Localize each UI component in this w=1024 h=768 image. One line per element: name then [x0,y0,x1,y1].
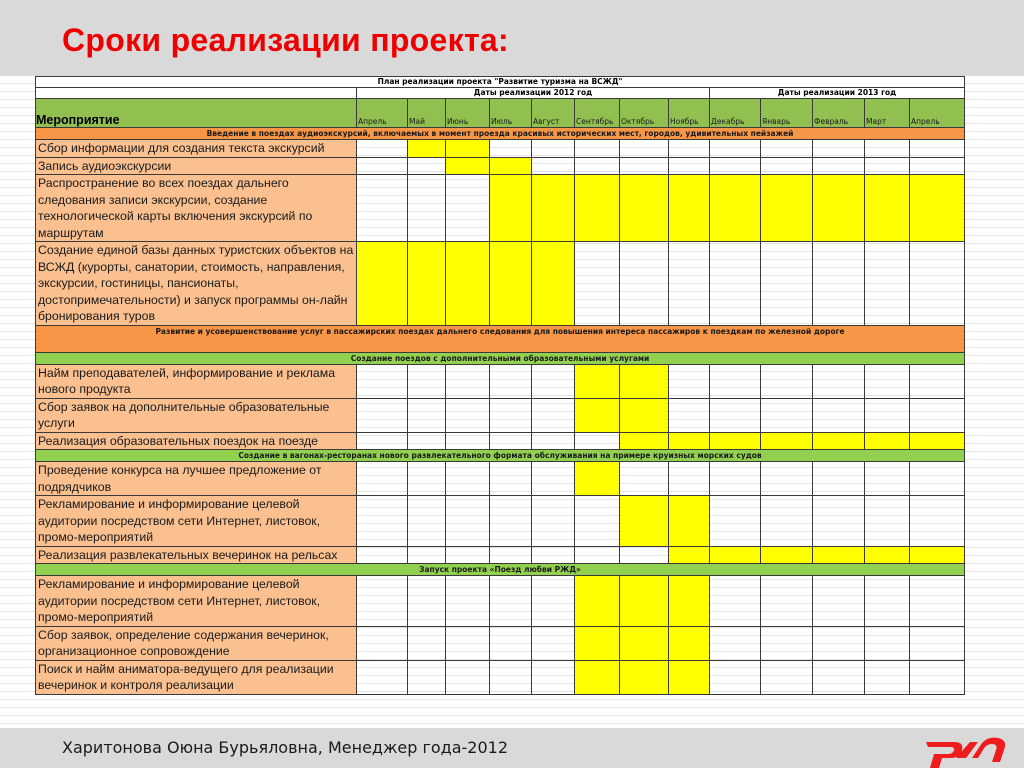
section-title: Запуск проекта «Поезд любви РЖД» [36,564,965,576]
author-caption: Харитонова Оюна Бурьяловна, Менеджер года-2012 [62,738,509,757]
schedule-cell-active [620,496,669,547]
schedule-cell [575,242,620,326]
schedule-cell-active [865,175,910,242]
section-header-green [36,564,965,576]
task-row [36,140,965,158]
task-row [36,175,965,242]
task-label: Реализация развлекательных вечеринок на рельсах [36,546,357,564]
schedule-cell-active [669,576,710,627]
schedule-cell [710,140,761,158]
task-row [36,546,965,564]
year-2013-header: Даты реализации 2013 год [710,88,965,99]
schedule-cell [865,364,910,398]
schedule-cell [357,175,408,242]
schedule-cell [532,496,575,547]
schedule-cell-active [620,660,669,694]
schedule-cell [446,462,490,496]
schedule-cell [490,462,532,496]
schedule-cell [865,398,910,432]
task-label: Рекламирование и информирование целевой аудитории посредством сети Интернет, листовок, промо-мероприятий [36,496,357,547]
schedule-cell [408,175,446,242]
schedule-cell [813,157,865,175]
month-header: Апрель [910,99,965,128]
schedule-cell-active [669,546,710,564]
schedule-cell [490,398,532,432]
schedule-cell [910,626,965,660]
month-header: Февраль [813,99,865,128]
schedule-cell [575,546,620,564]
schedule-cell [865,157,910,175]
month-header: Сентябрь [575,99,620,128]
schedule-cell [761,157,813,175]
schedule-cell [669,462,710,496]
schedule-cell [446,576,490,627]
schedule-cell-active [532,175,575,242]
schedule-cell [446,546,490,564]
schedule-cell-active [761,175,813,242]
schedule-cell [532,398,575,432]
task-label: Сбор заявок, определение содержания вечеринок, организационное сопровождение [36,626,357,660]
schedule-cell [575,432,620,450]
schedule-cell [408,546,446,564]
schedule-cell [446,175,490,242]
schedule-cell [490,546,532,564]
schedule-cell [761,626,813,660]
section-title: Создание поездов с дополнительными образовательными услугами [36,352,965,364]
schedule-cell [446,496,490,547]
schedule-cell [490,432,532,450]
schedule-cell-active [669,496,710,547]
schedule-cell-active [865,546,910,564]
schedule-cell [865,576,910,627]
schedule-cell-active [357,242,408,326]
rzd-logo-r [926,742,962,768]
schedule-cell [910,140,965,158]
schedule-cell-active [761,546,813,564]
schedule-cell [532,576,575,627]
schedule-cell [710,398,761,432]
schedule-cell [408,398,446,432]
schedule-cell [761,576,813,627]
schedule-cell [357,626,408,660]
schedule-cell [532,546,575,564]
schedule-cell [357,660,408,694]
schedule-cell [865,462,910,496]
schedule-cell [813,140,865,158]
slide-title: Сроки реализации проекта: [62,22,509,58]
month-header: Июль [490,99,532,128]
schedule-cell [357,432,408,450]
schedule-cell-active [446,157,490,175]
schedule-cell [408,626,446,660]
schedule-cell-active [620,398,669,432]
task-label: Найм преподавателей, информирование и реклама нового продукта [36,364,357,398]
task-label: Проведение конкурса на лучшее предложение от подрядчиков [36,462,357,496]
year-2012-header: Даты реализации 2012 год [357,88,710,99]
schedule-cell [357,140,408,158]
schedule-cell-active [813,432,865,450]
schedule-cell [910,242,965,326]
schedule-cell [620,140,669,158]
years-row-spacer [36,88,357,99]
task-label: Создание единой базы данных туристских объектов на ВСЖД (курорты, санатории, стоимость, направления, экскурсии, гостиницы, пансионаты, достопримечательности) и запуск программы он-лайн бронирования туров [36,242,357,326]
section-title: Введение в поездах аудиоэкскурсий, включаемых в момент проезда красивых исторических мест, городов, удивительных пейзажей [36,128,965,140]
task-label: Сбор заявок на дополнительные образовательные услуги [36,398,357,432]
schedule-cell-active [865,432,910,450]
schedule-cell [865,140,910,158]
activity-column-header: Мероприятие [36,99,357,128]
section-header-orange [36,325,965,352]
schedule-cell-active [575,660,620,694]
schedule-cell [490,660,532,694]
schedule-cell [408,157,446,175]
schedule-cell [761,496,813,547]
plan-title: План реализации проекта "Развитие туризма на ВСЖД" [36,77,965,88]
schedule-cell-active [620,175,669,242]
schedule-cell [710,157,761,175]
schedule-cell-active [446,140,490,158]
schedule-cell [865,242,910,326]
schedule-cell [357,157,408,175]
month-header: Октябрь [620,99,669,128]
task-row [36,576,965,627]
schedule-cell [575,157,620,175]
schedule-cell [532,364,575,398]
schedule-cell [408,496,446,547]
schedule-cell-active [669,626,710,660]
project-plan-table [35,76,965,695]
month-header: Июнь [446,99,490,128]
schedule-cell [710,496,761,547]
schedule-cell-active [575,175,620,242]
schedule-cell [710,364,761,398]
schedule-cell-active [710,546,761,564]
schedule-cell [446,432,490,450]
schedule-cell [910,157,965,175]
schedule-cell [761,462,813,496]
schedule-cell [761,398,813,432]
month-header: Май [408,99,446,128]
task-label: Рекламирование и информирование целевой аудитории посредством сети Интернет, листовок, промо-мероприятий [36,576,357,627]
schedule-cell [813,660,865,694]
schedule-cell-active [620,364,669,398]
schedule-cell [620,546,669,564]
month-header: Апрель [357,99,408,128]
schedule-cell [446,660,490,694]
schedule-cell-active [910,175,965,242]
schedule-cell-active [710,175,761,242]
schedule-cell [357,576,408,627]
schedule-cell-active [620,576,669,627]
schedule-cell-active [813,546,865,564]
schedule-cell [490,364,532,398]
schedule-cell [761,140,813,158]
schedule-cell [532,432,575,450]
schedule-cell [357,462,408,496]
schedule-cell [910,660,965,694]
schedule-cell [669,242,710,326]
section-title: Создание в вагонах-ресторанах нового развлекательного формата обслуживания на примере круизных морских судов [36,450,965,462]
schedule-cell [620,462,669,496]
section-header-green [36,352,965,364]
years-row [36,88,965,99]
schedule-cell [490,496,532,547]
schedule-cell [620,242,669,326]
task-label: Распространение во всех поездах дальнего следования записи экскурсии, создание технологической карты включения экскурсий по маршрутам [36,175,357,242]
schedule-cell [669,157,710,175]
schedule-cell [575,496,620,547]
months-row [36,99,965,128]
spreadsheet-area [0,76,1024,728]
month-header: Ноябрь [669,99,710,128]
schedule-cell [761,364,813,398]
schedule-cell-active [575,462,620,496]
schedule-cell [813,364,865,398]
schedule-cell [910,398,965,432]
plan-title-row [36,77,965,88]
schedule-cell [532,140,575,158]
schedule-cell [813,496,865,547]
schedule-cell-active [669,175,710,242]
schedule-cell-active [910,432,965,450]
schedule-cell-active [408,242,446,326]
schedule-cell-active [761,432,813,450]
month-header: Январь [761,99,813,128]
task-row [36,462,965,496]
schedule-cell [910,496,965,547]
schedule-cell-active [669,660,710,694]
schedule-cell [532,660,575,694]
task-label: Поиск и найм аниматора-ведущего для реализации вечеринок и контроля реализации [36,660,357,694]
schedule-cell [865,496,910,547]
schedule-cell [408,432,446,450]
schedule-cell [532,157,575,175]
schedule-cell-active [575,576,620,627]
schedule-cell [865,626,910,660]
task-row [36,242,965,326]
task-row [36,626,965,660]
task-row [36,660,965,694]
task-row [36,496,965,547]
schedule-cell [446,626,490,660]
schedule-cell-active [490,157,532,175]
schedule-cell [669,364,710,398]
schedule-cell [490,140,532,158]
schedule-cell [710,626,761,660]
schedule-cell [446,398,490,432]
schedule-cell-active [490,175,532,242]
schedule-cell [813,576,865,627]
schedule-cell [710,462,761,496]
schedule-cell [490,576,532,627]
section-header-green [36,450,965,462]
schedule-cell-active [408,140,446,158]
schedule-cell [910,462,965,496]
task-label: Запись аудиоэкскурсии [36,157,357,175]
rzd-logo-d [972,738,1005,762]
schedule-cell [357,398,408,432]
schedule-cell [357,496,408,547]
schedule-cell-active [575,398,620,432]
schedule-cell [813,242,865,326]
task-row [36,398,965,432]
schedule-cell [532,626,575,660]
schedule-cell [408,462,446,496]
schedule-cell [669,140,710,158]
title-bar [0,0,1024,76]
schedule-cell [910,364,965,398]
schedule-cell-active [446,242,490,326]
schedule-cell [813,462,865,496]
schedule-cell [710,660,761,694]
schedule-cell-active [813,175,865,242]
schedule-cell [710,242,761,326]
schedule-cell [761,660,813,694]
task-row [36,432,965,450]
month-header: Декабрь [710,99,761,128]
schedule-cell-active [620,626,669,660]
month-header: Август [532,99,575,128]
schedule-cell-active [575,364,620,398]
schedule-cell [620,157,669,175]
schedule-cell [357,364,408,398]
schedule-cell [710,576,761,627]
schedule-cell-active [575,626,620,660]
schedule-cell [408,576,446,627]
schedule-cell [669,398,710,432]
plan-body [36,128,965,695]
task-row [36,157,965,175]
section-title: Развитие и усовершенствование услуг в пассажирских поездах дальнего следования для повышения интереса пассажиров к поездкам по железной дороге [36,325,965,352]
schedule-cell-active [532,242,575,326]
schedule-cell [357,546,408,564]
schedule-cell-active [620,432,669,450]
rzd-logo-icon [920,728,1010,768]
month-header: Март [865,99,910,128]
footer [0,728,1024,768]
task-label: Реализация образовательных поездок на поезде [36,432,357,450]
schedule-cell [865,660,910,694]
schedule-cell [532,462,575,496]
task-row [36,364,965,398]
schedule-cell [813,398,865,432]
schedule-cell [446,364,490,398]
schedule-cell [910,576,965,627]
schedule-cell [408,364,446,398]
section-header-orange [36,128,965,140]
schedule-cell [490,626,532,660]
schedule-cell-active [910,546,965,564]
task-label: Сбор информации для создания текста экскурсий [36,140,357,158]
schedule-cell [408,660,446,694]
schedule-cell-active [669,432,710,450]
schedule-cell-active [490,242,532,326]
schedule-cell [761,242,813,326]
schedule-cell-active [710,432,761,450]
schedule-cell [575,140,620,158]
schedule-cell [813,626,865,660]
